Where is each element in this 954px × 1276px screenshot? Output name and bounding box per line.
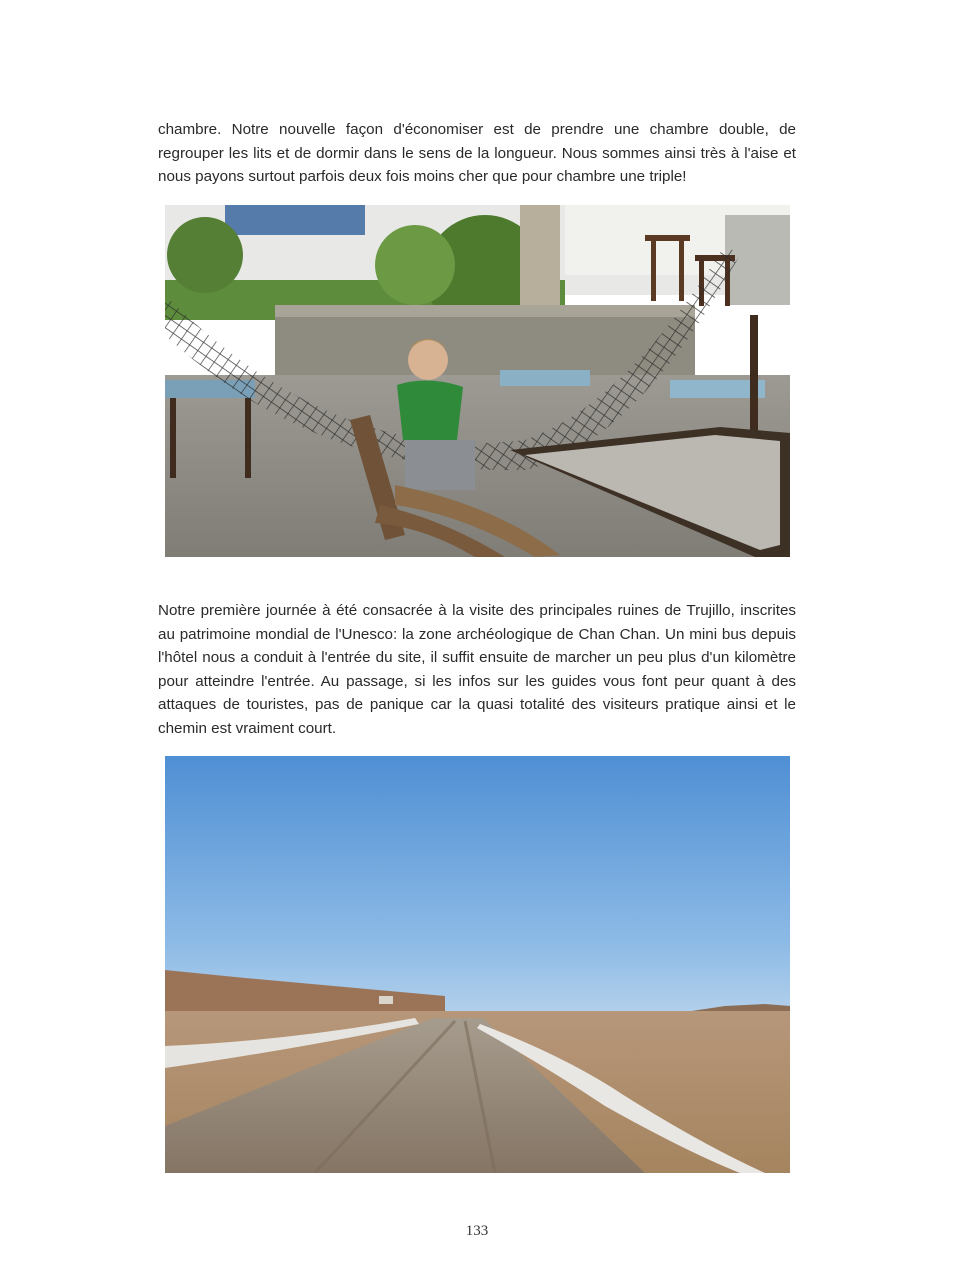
hotel-patio-illustration — [165, 205, 790, 557]
desert-road-illustration — [165, 756, 790, 1173]
paragraph-chan-chan-visit: Notre première journée à été consacrée à la visite des principales ruines de Trujillo, inscrites au patrimoine mondial de l'Unesco: la zone archéologique de Chan Chan. Un mini bus depuis l'hôtel nous a conduit à l'entrée du site, il suffit ensuite de marcher un peu plus d'un kilomètre pour atteindre l'entrée. Au passage, si les infos sur les guides vous font peur quant à des attaques de touristes, pas de panique car la quasi totalité des visiteurs pratique ainsi et le chemin est vraiment court. — [158, 602, 796, 737]
page-number: 133 — [465, 1223, 489, 1239]
photo-desert-road-chan-chan — [165, 756, 790, 1173]
paragraph-hotel-room: chambre. Notre nouvelle façon d'économiser est de prendre une chambre double, de regrouper les lits et de dormir dans le sens de la longueur. Nous sommes ainsi très à l'aise et nous payons surtout parfois deux fois moins cher que pour chambre une triple! — [158, 121, 796, 186]
photo-hotel-patio-hammock — [165, 205, 790, 557]
